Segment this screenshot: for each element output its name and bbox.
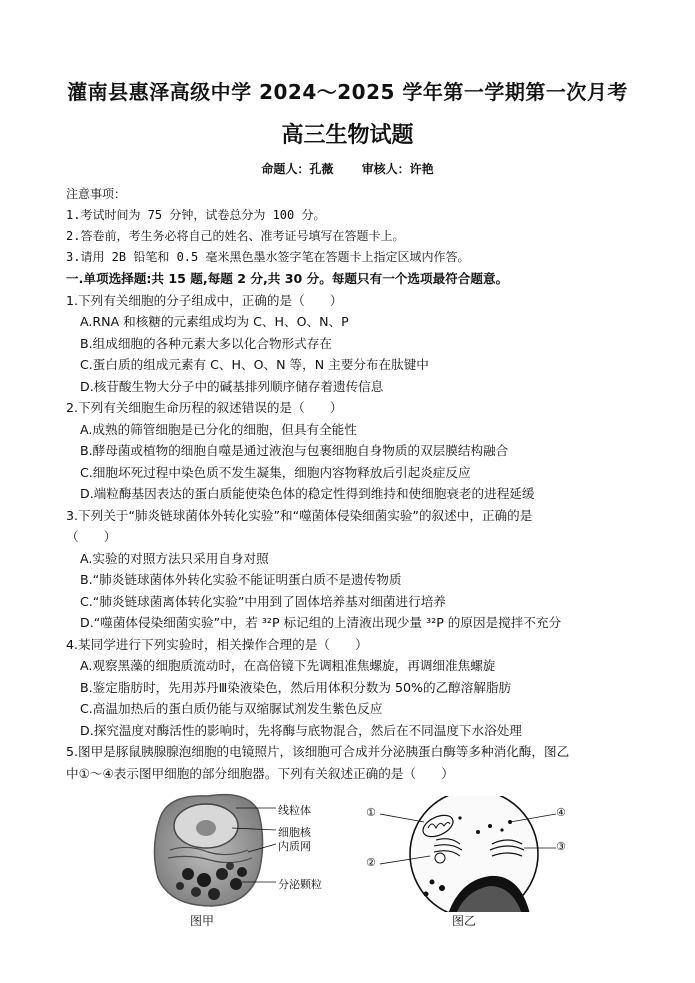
question-stem: 2.下列有关细胞生命历程的叙述错误的是（ ） [66,400,343,415]
proposer: 命题人：孔薇 [261,162,334,176]
option: B.“肺炎链球菌体外转化实验不能证明蛋白质不是遗传物质 [80,572,402,587]
question-stem: 5.图甲是豚鼠胰腺腺泡细胞的电镜照片，该细胞可合成并分泌胰蛋白酶等多种消化酶，图乙 [66,744,570,759]
option: B.鉴定脂肪时，先用苏丹Ⅲ染液染色，然后用体积分数为 50%的乙醇溶解脂肪 [80,679,512,695]
fig-a-label: 细胞核 [278,826,311,839]
option: A.RNA 和核糖的元素组成均为 C、H、O、N、P [80,314,349,329]
question-stem: 1.下列有关细胞的分子组成中，正确的是（ ） [66,292,343,308]
section-heading: 一.单项选择题:共 15 题,每题 2 分,共 30 分。每题只有一个选项最符合题意。 [66,271,509,286]
reviewer: 审核人：许艳 [361,162,434,176]
figure-b-caption: 图乙 [452,914,477,928]
figure-a-caption: 图甲 [190,914,215,928]
option: D.探究温度对酶活性的影响时，先将酶与底物混合，然后在不同温度下水浴处理 [80,722,522,738]
question-stem: 3.下列关于“肺炎链球菌体外转化实验”和“噬菌体侵染细菌实验”的叙述中，正确的是 [66,507,533,523]
figure-a-micrograph [148,788,348,912]
fig-a-label: 内质网 [278,840,311,853]
option: D.端粒酶基因表达的蛋白质能使染色体的稳定性得到维持和使细胞衰老的进程延缓 [80,486,535,501]
authors-line [0,160,695,177]
option: A.实验的对照方法只采用自身对照 [80,550,269,566]
option: C.细胞坏死过程中染色质不发生凝集，细胞内容物释放后引起炎症反应 [80,464,471,480]
option: A.观察黑藻的细胞质流动时，在高倍镜下先调粗准焦螺旋，再调细准焦螺旋 [80,658,496,673]
questions-body [66,268,666,784]
question-stem-cont: （ ） [66,529,117,544]
fig-a-label: 线粒体 [278,804,311,817]
notes-heading: 注意事项： [66,187,127,201]
option: D.核苷酸生物大分子中的碱基排列顺序储存着遗传信息 [80,378,384,394]
note-item: 2.答卷前，考生务必将自己的姓名、准考证号填写在答题卡上。 [66,229,405,243]
option: D.“噬菌体侵染细菌实验”中，若 ³²P 标记组的上清液出现少量 ³²P 的原因是搅拌不充分 [80,615,562,630]
question-stem: 4.某同学进行下列实验时，相关操作合理的是（ ） [66,636,368,652]
question-stem-cont: 中①～④表示图甲细胞的部分细胞器。下列有关叙述正确的是（ ） [66,765,454,781]
fig-b-label: ① [366,806,376,819]
option: A.成熟的筛管细胞是已分化的细胞，但具有全能性 [80,421,357,437]
fig-b-label: ② [366,856,376,869]
notes-block [66,184,469,268]
exam-subtitle: 高三生物试题 [281,123,414,148]
option: C.高温加热后的蛋白质仍能与双缩脲试剂发生紫色反应 [80,701,383,716]
fig-b-label: ③ [556,840,566,853]
exam-title: 灌南县惠泽高级中学 2024～2025 学年第一学期第一次月考 [67,80,628,104]
fig-b-label: ④ [556,806,566,819]
note-item: 3.请用 2B 铅笔和 0.5 毫米黑色墨水签字笔在答题卡上指定区域内作答。 [66,250,470,264]
option: C.蛋白质的组成元素有 C、H、O、N 等，N 主要分布在肽键中 [80,357,429,372]
option: B.组成细胞的各种元素大多以化合物形式存在 [80,335,332,351]
option: B.酵母菌或植物的细胞自噬是通过液泡与包裹细胞自身物质的双层膜结构融合 [80,443,509,458]
figure-b-diagram [360,796,580,912]
note-item: 1.考试时间为 75 分钟，试卷总分为 100 分。 [66,208,326,222]
fig-a-label: 分泌颗粒 [278,878,322,891]
option: C.“肺炎链球菌离体转化实验”中用到了固体培养基对细菌进行培养 [80,593,446,609]
